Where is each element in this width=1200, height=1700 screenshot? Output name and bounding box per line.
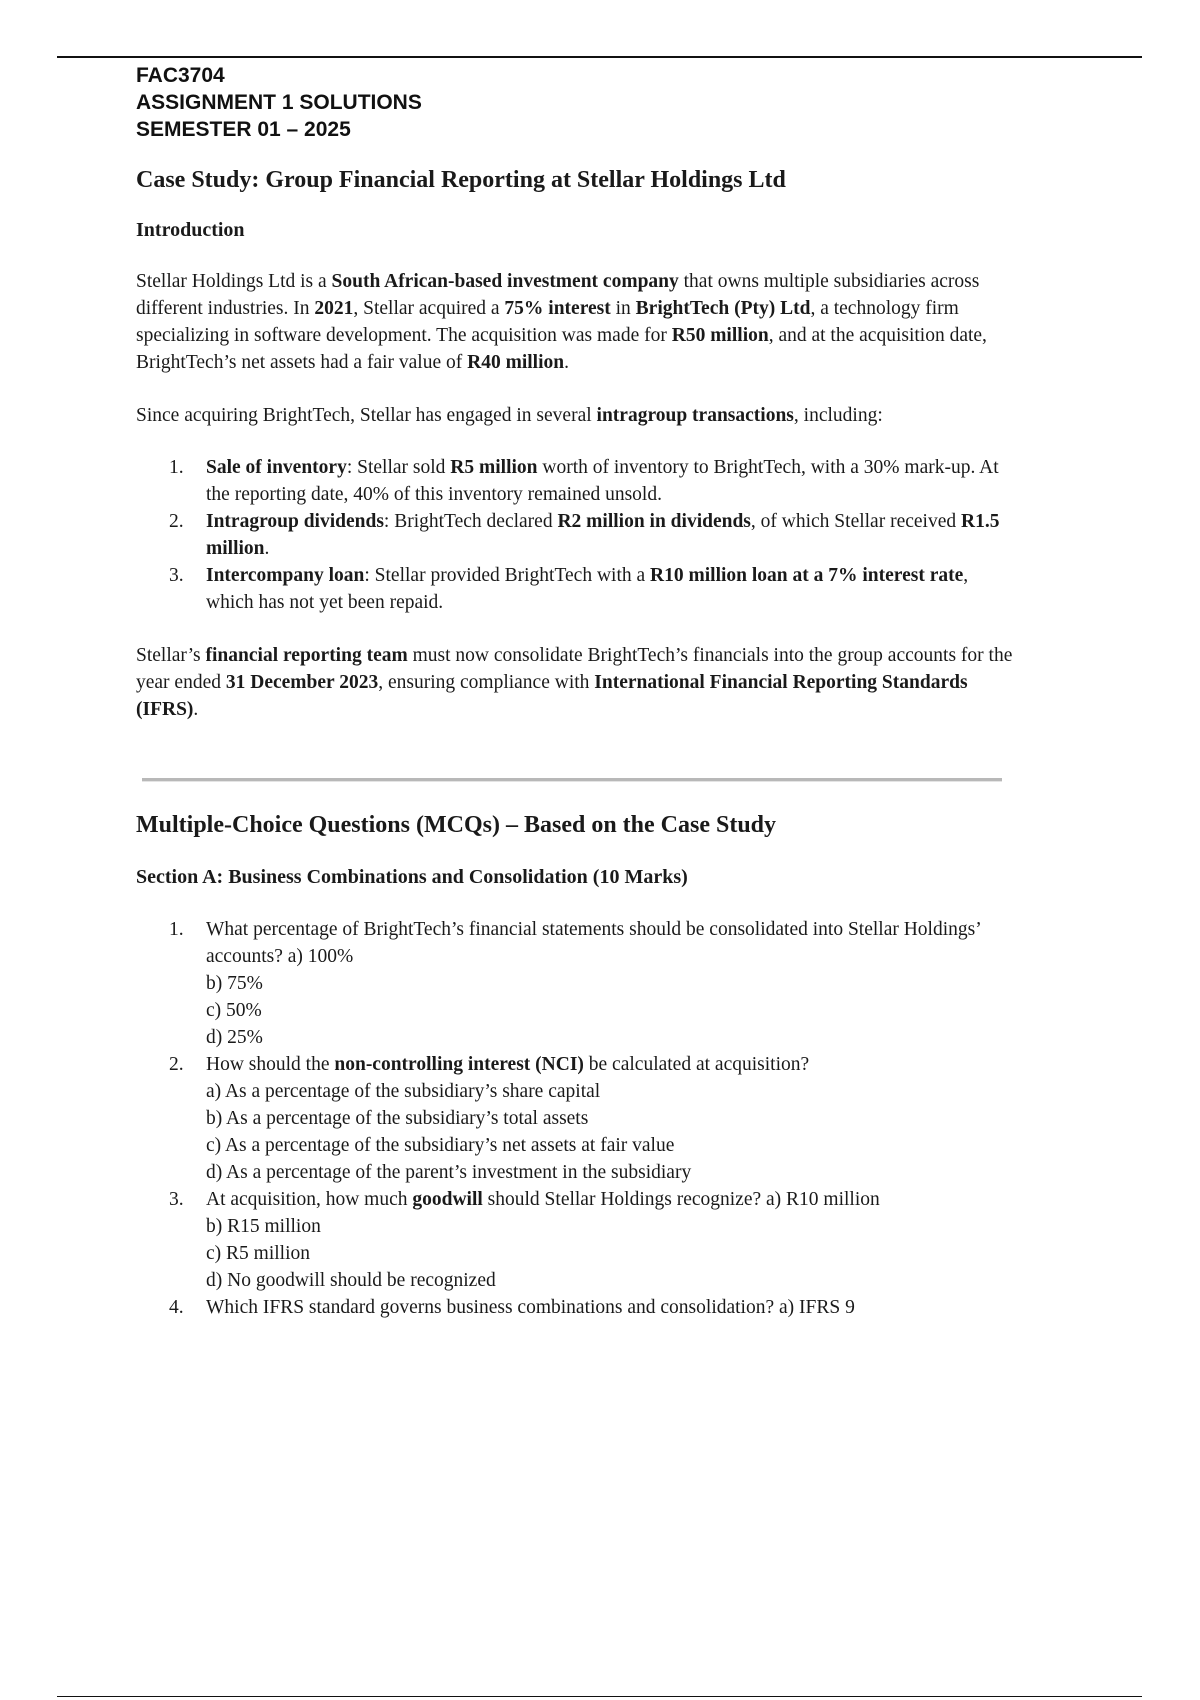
questions-list [136,916,1016,1321]
intro-paragraph-2: Since acquiring BrightTech, Stellar has engaged in several intragroup transactions, including: [136,405,883,426]
document-page [136,62,1016,1321]
intro-paragraph-3: Stellar’s financial reporting team must now consolidate BrightTech’s financials into the group accounts for the year ended 31 December 2023, ensuring compliance with International Financial Reporting Standards (IFRS). [136,645,1013,720]
section-divider [142,778,1002,782]
answer-option: d) As a percentage of the parent’s investment in the subsidiary [206,1162,692,1183]
intro-paragraph-1: Stellar Holdings Ltd is a South African-based investment company that owns multiple subsidiaries across different industries. In 2021, Stellar acquired a 75% interest in BrightTech (Pty) Ltd, a technology firm specializing in software development. The acquisition was made for R50 million, and at the acquisition date, BrightTech’s net assets had a fair value of R40 million. [136,271,987,373]
list-item: 1. Sale of inventory: Stellar sold R5 million worth of inventory to BrightTech, with a 30% mark-up. At the reporting date, 40% of this inventory remained unsold. [169,457,999,505]
answer-option: b) R15 million [206,1216,321,1237]
answer-option: b) As a percentage of the subsidiary’s total assets [206,1108,589,1129]
answer-option: c) As a percentage of the subsidiary’s net assets at fair value [206,1135,675,1156]
list-item: 3. Intercompany loan: Stellar provided BrightTech with a R10 million loan at a 7% interest rate, which has not yet been repaid. [169,565,969,613]
course-code: FAC3704 [136,64,225,87]
transactions-list [136,454,1016,616]
answer-option: a) As a percentage of the subsidiary’s share capital [206,1081,601,1102]
question-item: 4. Which IFRS standard governs business combinations and consolidation? a) IFRS 9 [169,1297,855,1318]
question-item: 1. What percentage of BrightTech’s financial statements should be consolidated into Stellar Holdings’ accounts? a) 100% b) 75% c) 50% d) 25% [136,916,1016,1051]
document-header [136,62,1016,143]
section-a-heading: Section A: Business Combinations and Consolidation (10 Marks) [136,866,688,888]
bottom-rule [57,1696,1142,1697]
answer-option: b) 75% [206,973,263,994]
mcq-title: Multiple-Choice Questions (MCQs) – Based on the Case Study [136,812,777,838]
case-study-title: Case Study: Group Financial Reporting at Stellar Holdings Ltd [136,167,786,193]
answer-option: d) 25% [206,1027,263,1048]
semester-label: SEMESTER 01 – 2025 [136,118,351,141]
answer-option: c) R5 million [206,1243,310,1264]
top-rule [57,56,1142,58]
assignment-title: ASSIGNMENT 1 SOLUTIONS [136,91,422,114]
introduction-heading: Introduction [136,219,245,241]
question-item: 3. At acquisition, how much goodwill should Stellar Holdings recognize? a) R10 million b) R15 million c) R5 million d) No goodwill should be recognized [136,1186,1016,1294]
answer-option: d) No goodwill should be recognized [206,1270,496,1291]
answer-option: c) 50% [206,1000,262,1021]
list-item: 2. Intragroup dividends: BrightTech declared R2 million in dividends, of which Stellar received R1.5 million. [169,511,1000,559]
question-item: 2. How should the non-controlling interest (NCI) be calculated at acquisition? a) As a percentage of the subsidiary’s share capital b) As a percentage of the subsidiary’s total assets c) As a percentage of the subsidiary’s net assets at fair value d) As a percentage of the parent’s investment in the subsidiary [136,1051,1016,1186]
